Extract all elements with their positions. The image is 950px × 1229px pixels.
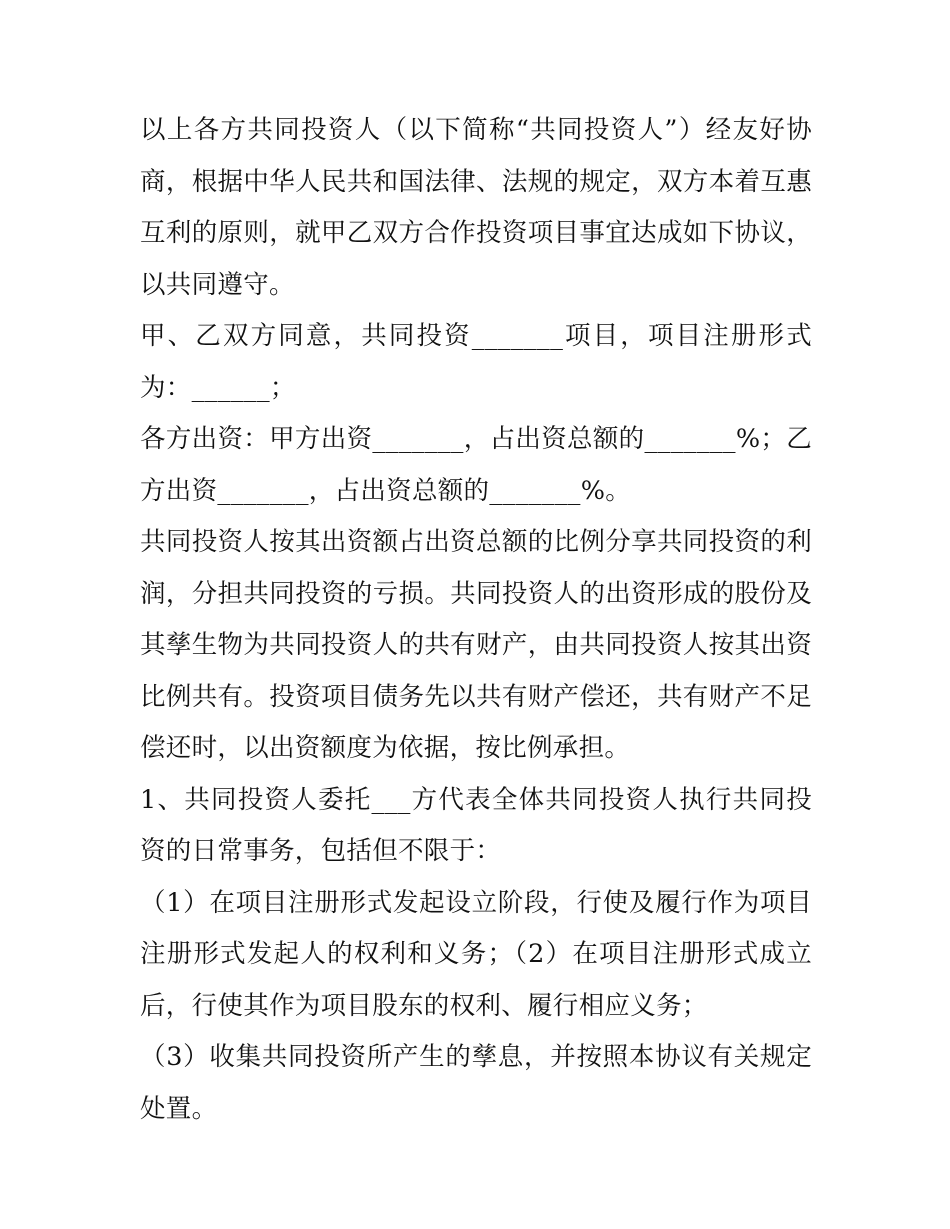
paragraph-preamble: 以上各方共同投资人（以下简称“共同投资人”）经友好协商，根据中华人民共和国法律、法规的规定，双方本着互惠互利的原则，就甲乙双方合作投资项目事宜达成如下协议，以共同遵守。 <box>140 115 812 300</box>
paragraph-clause-1: 1、共同投资人委托___方代表全体共同投资人执行共同投资的日常事务，包括但不限于： <box>140 784 812 866</box>
paragraph-project-registration: 甲、乙双方同意，共同投资_______项目，项目注册形式为：______； <box>140 321 812 403</box>
paragraph-profit-sharing: 共同投资人按其出资额占出资总额的比例分享共同投资的利润，分担共同投资的亏损。共同投资人的出资形成的股份及其孳生物为共同投资人的共有财产，由共同投资人按其出资比例共有。投资项目债务先以共有财产偿还，共有财产不足偿还时，以出资额度为依据，按比例承担。 <box>140 527 812 763</box>
paragraph-clause-1-items-1-2: （1）在项目注册形式发起设立阶段，行使及履行作为项目注册形式发起人的权利和义务；（2）在项目注册形式成立后，行使其作为项目股东的权利、履行相应义务； <box>140 887 812 1021</box>
document-body <box>140 105 812 1135</box>
paragraph-capital-contribution: 各方出资：甲方出资_______，占出资总额的_______%；乙方出资_______，占出资总额的_______%。 <box>140 424 812 506</box>
paragraph-clause-1-item-3: （3）收集共同投资所产生的孳息，并按照本协议有关规定处置。 <box>140 1042 812 1124</box>
